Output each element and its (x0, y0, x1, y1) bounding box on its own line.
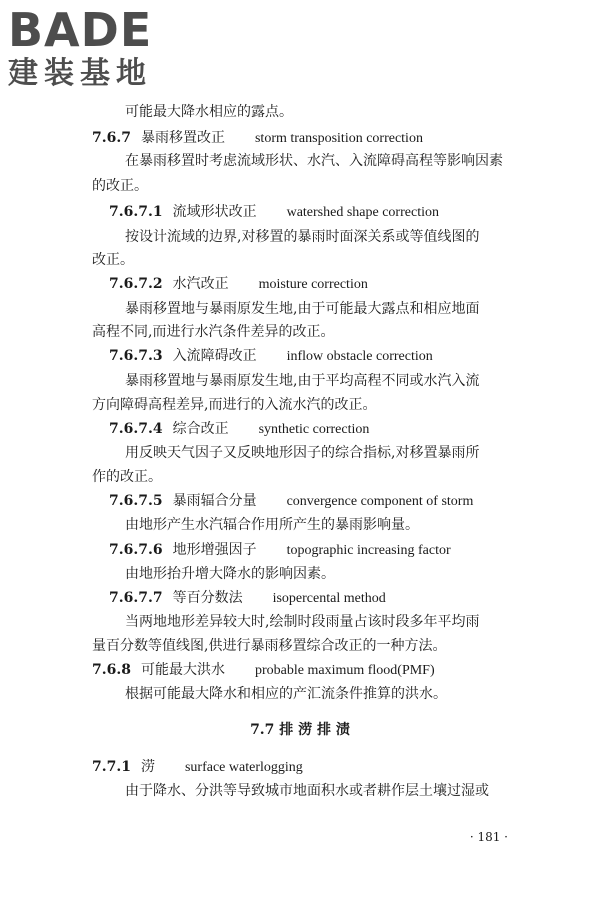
page-number: · 181 · (469, 830, 508, 844)
paragraph-line: 的改正。 (92, 178, 148, 194)
term-number: 7.6.7.2 (109, 276, 163, 292)
term-number: 7.7.1 (92, 759, 131, 775)
paragraph-line: 作的改正。 (92, 469, 162, 485)
paragraph-line: 高程不同,而进行水汽条件差异的改正。 (92, 324, 335, 340)
paragraph-line: 量百分数等值线图,供进行暴雨移置综合改正的一种方法。 (92, 638, 447, 654)
paragraph-line: 当两地地形差异较大时,绘制时段雨量占该时段多年平均雨 (125, 614, 480, 630)
section-heading: 7.7 排 涝 排 渍 (250, 722, 350, 738)
paragraph-line: 由于降水、分洪等导致城市地面积水或者耕作层土壤过湿或 (125, 783, 489, 799)
term-chinese: 涝 (140, 759, 155, 775)
term-entry (92, 660, 522, 681)
term-chinese: 可能最大洪水 (140, 662, 225, 678)
logo-brand: BADE (8, 3, 153, 57)
paragraph-line: 改正。 (92, 252, 134, 268)
paragraph-line: 方向障碍高程差异,而进行的入流水汽的改正。 (92, 397, 377, 413)
term-number: 7.6.7.1 (109, 204, 163, 220)
logo-subtitle: 建装基地 (8, 56, 152, 91)
term-number: 7.6.7 (92, 130, 131, 146)
term-chinese: 入流障碍改正 (172, 348, 257, 364)
term-chinese: 地形增强因子 (172, 542, 257, 558)
term-number: 7.6.8 (92, 662, 131, 678)
term-entry (109, 274, 539, 295)
paragraph-line: 由地形抬升增大降水的影响因素。 (125, 566, 335, 582)
paragraph-line: 暴雨移置地与暴雨原发生地,由于可能最大露点和相应地面 (125, 301, 480, 317)
term-english: inflow obstacle correction (286, 349, 433, 364)
paragraph-line: 由地形产生水汽辐合作用所产生的暴雨影响量。 (125, 517, 419, 533)
term-english: watershed shape correction (286, 205, 439, 220)
paragraph-line: 暴雨移置地与暴雨原发生地,由于平均高程不同或水汽入流 (125, 373, 480, 389)
term-entry (109, 540, 539, 561)
term-number: 7.6.7.6 (109, 542, 163, 558)
term-chinese: 水汽改正 (172, 276, 229, 292)
term-english: moisture correction (258, 277, 368, 292)
paragraph-line: 在暴雨移置时考虑流域形状、水汽、入流障碍高程等影响因素 (125, 153, 503, 169)
term-entry (109, 202, 539, 223)
term-entry (109, 419, 539, 440)
term-english: probable maximum flood(PMF) (254, 663, 435, 678)
term-chinese: 综合改正 (172, 421, 229, 437)
term-number: 7.6.7.5 (109, 493, 163, 509)
paragraph-line: 按设计流域的边界,对移置的暴雨时面深关系或等值线图的 (125, 229, 480, 245)
term-english: storm transposition correction (254, 131, 423, 146)
term-chinese: 暴雨辐合分量 (172, 493, 257, 509)
term-english: convergence component of storm (286, 494, 474, 509)
term-chinese: 流域形状改正 (172, 204, 257, 220)
logo (8, 4, 152, 92)
term-english: surface waterlogging (184, 760, 303, 775)
term-entry (109, 588, 539, 609)
term-entry (109, 346, 539, 367)
paragraph-line: 可能最大降水相应的露点。 (125, 104, 293, 120)
term-number: 7.6.7.7 (109, 590, 163, 606)
term-entry (92, 128, 522, 149)
term-english: isopercental method (272, 591, 386, 606)
term-chinese: 暴雨移置改正 (140, 130, 225, 146)
term-entry (92, 757, 522, 778)
term-number: 7.6.7.4 (109, 421, 163, 437)
term-chinese: 等百分数法 (172, 590, 243, 606)
paragraph-line: 根据可能最大降水和相应的产汇流条件推算的洪水。 (125, 686, 447, 702)
term-english: synthetic correction (258, 422, 370, 437)
term-number: 7.6.7.3 (109, 348, 163, 364)
paragraph-line: 用反映天气因子又反映地形因子的综合指标,对移置暴雨所 (125, 445, 480, 461)
term-entry (109, 491, 539, 512)
term-english: topographic increasing factor (286, 543, 451, 558)
